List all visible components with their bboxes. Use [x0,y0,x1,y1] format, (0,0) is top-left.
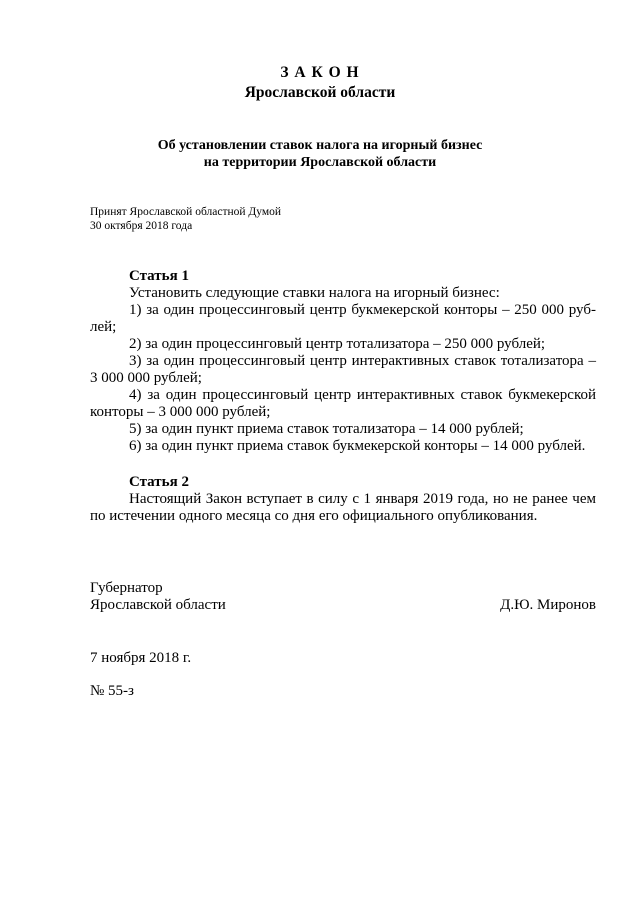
law-title: З А К О Н [280,64,360,81]
article-1-item-3: 3) за один процессинговый центр интерактивных ставок тотализатора – 3 000 000 рублей; [90,353,596,386]
article-1-intro: Установить следующие ставки налога на игорный бизнес: [129,285,500,301]
subject-line-2: на территории Ярославской области [203,155,437,170]
article-1-item-6: 6) за один пункт приема ставок букмекерской конторы – 14 000 рублей. [129,438,586,454]
article-2-title: Статья 2 [129,474,189,490]
law-number: № 55-з [90,683,134,699]
article-1-title: Статья 1 [129,268,189,284]
article-2-text: Настоящий Закон вступает в силу с 1 января 2019 года, но не ранее чем по истечении одного месяца со дня его официального опубликования. [90,491,596,524]
region-title: Ярославской области [244,84,396,101]
article-1-item-5: 5) за один пункт приема ставок тотализатора – 14 000 рублей; [129,421,524,437]
article-1-item-4: 4) за один процессинговый центр интерактивных ставок букмекерской конторы – 3 000 000 рублей; [90,387,596,420]
article-1-item-2: 2) за один процессинговый центр тотализатора – 250 000 рублей; [129,336,546,352]
signature-position-line-2: Ярославской области [90,597,226,613]
signing-date: 7 ноября 2018 г. [90,650,192,666]
signature-name: Д.Ю. Миронов [500,597,596,613]
subject-line-1: Об установлении ставок налога на игорный бизнес [157,138,483,153]
adoption-line-2: 30 октября 2018 года [90,220,193,232]
signature-position-line-1: Губернатор [90,580,163,596]
article-1-item-1: 1) за один процессинговый центр букмекерской конторы – 250 000 руб-лей; [90,302,596,335]
adoption-line-1: Принят Ярославской областной Думой [90,206,282,218]
